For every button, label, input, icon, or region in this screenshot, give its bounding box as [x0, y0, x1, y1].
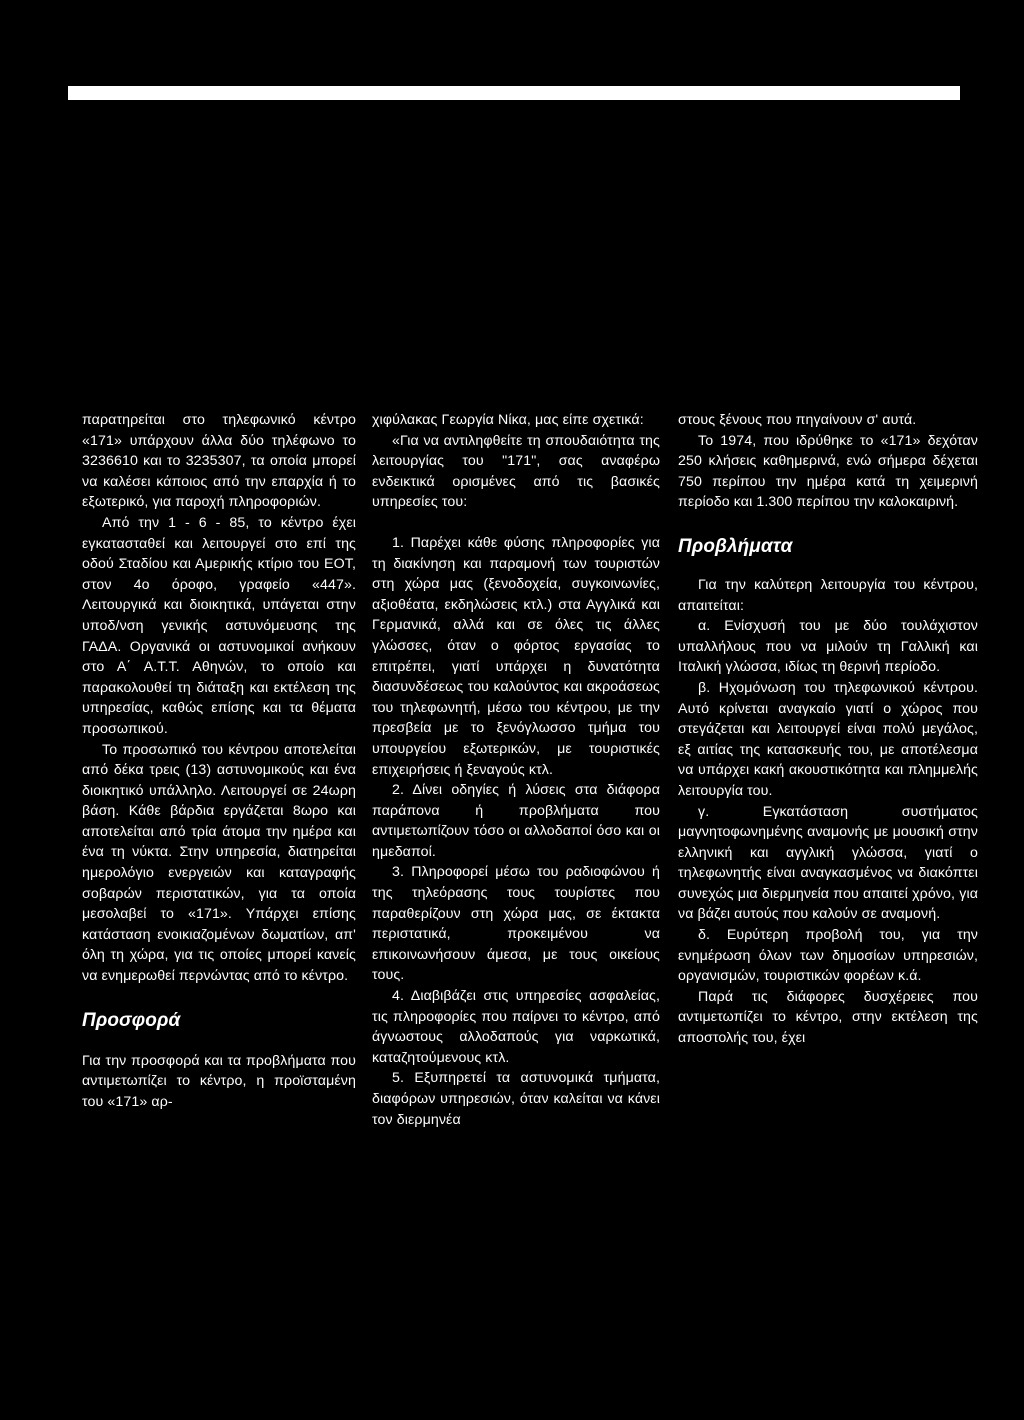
col3-list-item-a: α. Ενίσχυσή του με δύο τουλάχιστον υπαλλήλους που να μιλούν τη Γαλλική και Ιταλική γλώσσα, ιδίως τη θερινή περίοδο. [678, 618, 978, 676]
col3-list-item-d: δ. Ευρύτερη προβολή του, για την ενημέρωση όλων των δημοσίων υπηρεσιών, οργανισμών, τουριστικών φορέων κ.ά. [678, 927, 978, 985]
col2-paragraph-1: χιφύλακας Γεωργία Νίκα, μας είπε σχετικά: [372, 412, 644, 428]
col2-list-item-4: 4. Διαβιβάζει στις υπηρεσίες ασφαλείας, τις πληροφορίες που παίρνει το κέντρο, από άγνωστους αλλοδαπούς για ναρκωτικά, καταζητούμενους κτλ. [372, 988, 660, 1066]
section-heading-offer: Προσφορά [82, 1009, 181, 1031]
col2-list-item-2: 2. Δίνει οδηγίες ή λύσεις στα διάφορα παράπονα ή προβλήματα που αντιμετωπίζουν τόσο οι αλλοδαποί όσο και οι ημεδαποί. [372, 782, 660, 860]
col1-paragraph-3: Το προσωπικό του κέντρου αποτελείται από δέκα τρεις (13) αστυνομικούς και ένα διοικητικό υπάλληλο. Λειτουργεί σε 24ωρη βάση. Κάθε βάρδια εργάζεται 8ωρο και αποτελείται από τρία άτομα την ημέρα και ένα τη νύκτα. Στην υπηρεσία, διατηρείται ημερολόγιο ενεργειών και καταγραφής σοβαρών περιστατικών, για τα οποία μεσολαβεί το «171». Υπάρχει επίσης κατάσταση ενοικιαζομένων δωματίων, απ' όλη τη χώρα, για τις οποίες μπορεί κανείς να ενημερωθεί περνώντας από το κέντρο. [82, 741, 356, 985]
col1-paragraph-4: Για την προσφορά και τα προβλήματα που αντιμετωπίζει το κέντρο, η προϊσταμένη του «171» αρ- [82, 1052, 356, 1110]
col2-list-item-3: 3. Πληροφορεί μέσω του ραδιοφώνου ή της τηλεόρασης τους τουρίστες που παραθερίζουν στη χώρα μας, σε έκτακτα περιστατικά, προκειμένου να επικοινωνήσουν άμεσα, με τους οικείους τους. [372, 864, 660, 984]
col3-paragraph-1: στους ξένους που πηγαίνουν σ' αυτά. [678, 412, 917, 428]
section-heading-problems: Προβλήματα [678, 535, 793, 557]
column-2 [372, 410, 660, 1130]
col1-paragraph-2: Από την 1 - 6 - 85, το κέντρο έχει εγκατασταθεί και λειτουργεί στο επί της οδού Σταδίου και Αμερικής κτίριο του ΕΟΤ, στον 4ο όροφο, γραφείο «447». Λειτουργικά και διοικητικά, υπάγεται στην υποδ/νση γενικής αστυνόμευσης της ΓΑΔΑ. Οργανικά οι αστυνομικοί ανήκουν στο Α΄ Α.Τ.Τ. Αθηνών, το οποίο και παρακολουθεί τη διάταξη και εκτέλεση της υπηρεσίας, καθώς επίσης και τα θέματα προσωπικού. [82, 514, 356, 737]
col3-list-item-b: β. Ηχομόνωση του τηλεφωνικού κέντρου. Αυτό κρίνεται αναγκαίο γιατί ο χώρος που στεγάζεται και λειτουργεί είναι πολύ μεγάλος, εξ αιτίας της κατασκευής του, με αποτέλεσμα να υπάρχει κακή ακουστικότητα και πλημμελής λειτουργία του. [678, 679, 978, 799]
col2-list-item-1: 1. Παρέχει κάθε φύσης πληροφορίες για τη διακίνηση και παραμονή των τουριστών στη χώρα μας (ξενοδοχεία, συγκοινωνίες, αξιοθέατα, εκδηλώσεις κτλ.) στα Αγγλικά και Γερμανικά, αλλά και σε όλες τις άλλες γλώσσες, όταν ο φόρτος εργασίας το επιτρέπει, γιατί υπάρχει η δυνατότητα διασυνδέσεως του καλούντος και ακροάσεως του τηλεφωνητή, μέσω του κέντρου, με την πρεσβεία με το ξενόγλωσσο τμήμα του υπουργείου εξωτερικών, με τουριστικές επιχειρήσεις ή ξεναγούς κτλ. [372, 534, 660, 778]
col1-paragraph-1: παρατηρείται στο τηλεφωνικό κέντρο «171» υπάρχουν άλλα δύο τηλέφωνο το 3236610 και το 3235307, τα οποία μπορεί να καλέσει κάποιος από την επαρχία ή το εξωτερικό, για παροχή πληροφοριών. [82, 412, 356, 511]
col3-list-item-c: γ. Εγκατάσταση συστήματος μαγνητοφωνημένης αναμονής με μουσική στην ελληνική και αγγλική γλώσσα, γιατί ο τηλεφωνητής είναι αναγκασμένος να διακόπτει συνεχώς μια διερμηνεία που απαιτεί χρόνο, για να βάζει αυτούς που καλούν σε αναμονή. [678, 803, 978, 923]
col2-list-item-5: 5. Εξυπηρετεί τα αστυνομικά τμήματα, διαφόρων υπηρεσιών, όταν καλείται να κάνει τον διερμηνέα [372, 1070, 660, 1128]
col3-paragraph-2: Το 1974, που ιδρύθηκε το «171» δεχόταν 250 κλήσεις καθημερινά, ενώ σήμερα δέχεται 750 περίπου την ημέρα κατά τη χειμερινή περίοδο και 1.300 περίπου την καλοκαιρινή. [678, 432, 978, 511]
top-rule [68, 86, 960, 100]
col3-paragraph-3: Για την καλύτερη λειτουργία του κέντρου, απαιτείται: [678, 576, 978, 614]
col2-paragraph-2: «Για να αντιληφθείτε τη σπουδαιότητα της λειτουργίας του "171", σας αναφέρω ενδεικτικά ορισμένες από τις βασικές υπηρεσίες του: [372, 432, 660, 511]
column-3 [678, 410, 978, 1049]
col3-paragraph-closing: Παρά τις διάφορες δυσχέρειες που αντιμετωπίζει το κέντρο, στην εκτέλεση της αποστολής του, έχει [678, 988, 978, 1047]
column-1 [82, 410, 356, 1112]
